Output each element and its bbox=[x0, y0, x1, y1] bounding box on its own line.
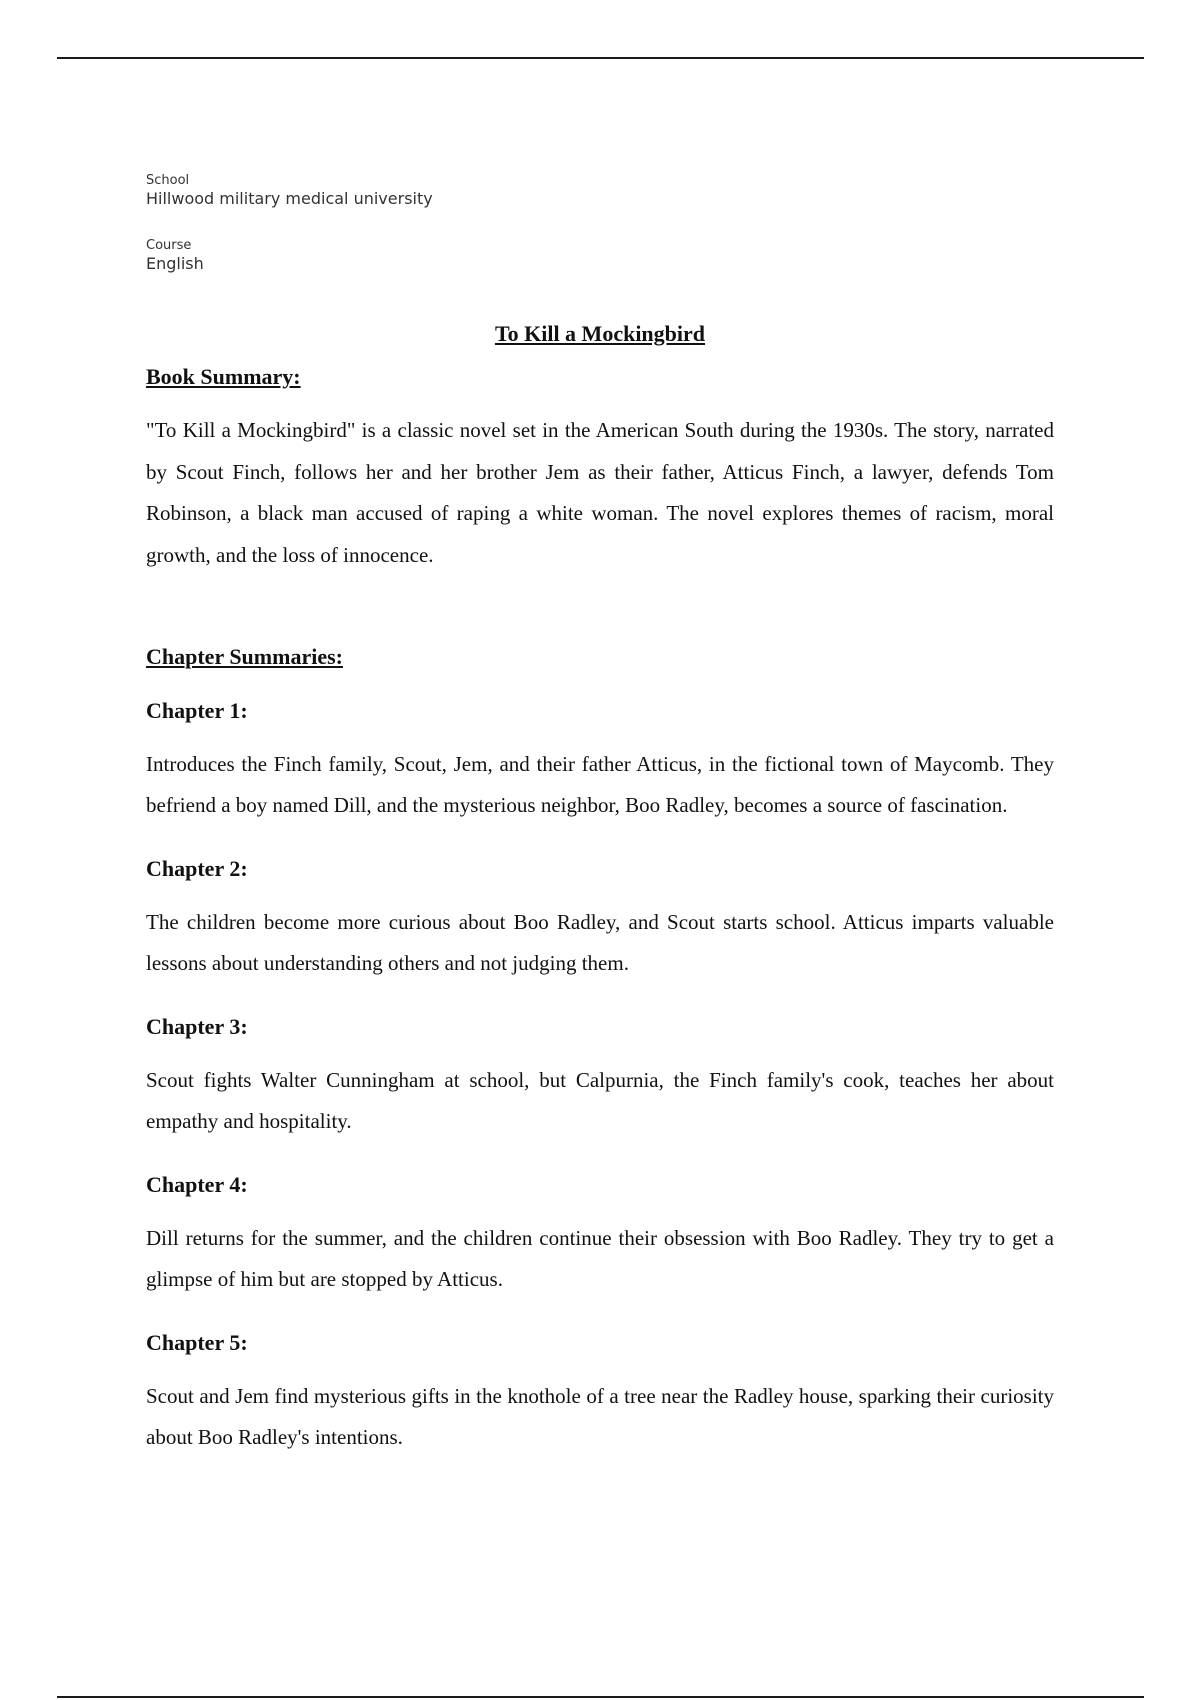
course-block bbox=[146, 238, 204, 274]
document-title: To Kill a Mockingbird bbox=[494, 321, 706, 346]
section-spacer bbox=[146, 576, 1054, 630]
chapter-item bbox=[146, 696, 1054, 826]
chapter-item bbox=[146, 1170, 1054, 1300]
chapter-list bbox=[146, 696, 1054, 1458]
chapter-text: Scout fights Walter Cunningham at school, but Calpurnia, the Finch family's cook, teaches her about empathy and hospitality. bbox=[146, 1068, 1054, 1133]
chapter-summaries-heading: Chapter Summaries: bbox=[146, 644, 343, 669]
chapter-item bbox=[146, 854, 1054, 984]
chapter-title: Chapter 2: bbox=[146, 856, 248, 881]
book-summary-heading: Book Summary: bbox=[146, 364, 301, 389]
chapter-text: Scout and Jem find mysterious gifts in the knothole of a tree near the Radley house, sparking their curiosity about Boo Radley's intentions. bbox=[146, 1384, 1054, 1449]
chapter-title: Chapter 3: bbox=[146, 1014, 248, 1039]
document-body bbox=[146, 318, 1054, 1458]
chapter-title: Chapter 4: bbox=[146, 1172, 248, 1197]
book-summary-text: "To Kill a Mockingbird" is a classic novel set in the American South during the 1930s. The story, narrated by Scout Finch, follows her and her brother Jem as their father, Atticus Finch, a lawyer, defends Tom Robinson, a black man accused of raping a white woman. The novel explores themes of racism, moral growth, and the loss of innocence. bbox=[146, 418, 1054, 567]
bottom-rule bbox=[57, 1696, 1144, 1698]
top-rule bbox=[57, 57, 1144, 59]
chapter-item bbox=[146, 1328, 1054, 1458]
chapter-text: Dill returns for the summer, and the children continue their obsession with Boo Radley. They try to get a glimpse of him but are stopped by Atticus. bbox=[146, 1226, 1054, 1291]
school-block bbox=[146, 173, 433, 209]
course-value: English bbox=[146, 254, 204, 273]
course-label: Course bbox=[146, 238, 192, 253]
school-label: School bbox=[146, 173, 190, 188]
school-value: Hillwood military medical university bbox=[146, 189, 433, 208]
chapter-text: The children become more curious about Boo Radley, and Scout starts school. Atticus imparts valuable lessons about understanding others and not judging them. bbox=[146, 910, 1054, 975]
chapter-text: Introduces the Finch family, Scout, Jem, and their father Atticus, in the fictional town of Maycomb. They befriend a boy named Dill, and the mysterious neighbor, Boo Radley, becomes a source of fascination. bbox=[146, 752, 1054, 817]
chapter-title: Chapter 1: bbox=[146, 698, 248, 723]
chapter-item bbox=[146, 1012, 1054, 1142]
chapter-title: Chapter 5: bbox=[146, 1330, 248, 1355]
